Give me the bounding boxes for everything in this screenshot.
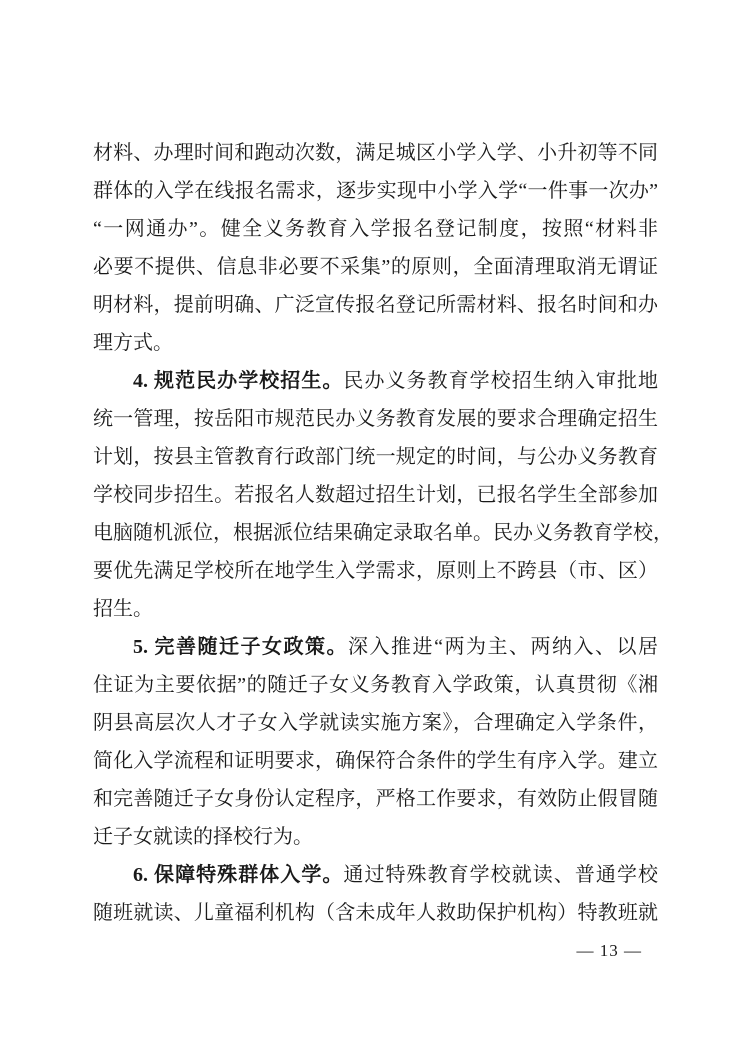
page-number: — 13 — — [576, 941, 642, 960]
text-segment: 通过特殊教育学校就读、普通学校 — [343, 864, 659, 886]
text-line — [93, 438, 658, 476]
text-segment: 计划，按县主管教育行政部门统一规定的时间，与公办义务教育 — [93, 446, 658, 468]
text-line — [93, 286, 658, 324]
text-segment: 要优先满足学校所在地学生入学需求，原则上不跨县（市、区） — [93, 560, 658, 582]
text-segment: 必要不提供、信息非必要不采集”的原则，全面清理取消无谓证 — [93, 256, 658, 278]
text-segment: 和完善随迁子女身份认定程序，严格工作要求，有效防止假冒随 — [93, 788, 658, 810]
text-line — [93, 742, 658, 780]
text-line — [93, 514, 673, 552]
text-line — [93, 362, 658, 400]
text-line — [93, 780, 658, 818]
section-heading-segment: 5. 完善随迁子女政策。 — [133, 636, 349, 658]
text-line — [93, 704, 658, 742]
text-segment: 电脑随机派位，根据派位结果确定录取名单。民办义务教育学校， — [93, 522, 673, 544]
text-line — [93, 324, 658, 362]
text-segment: 统一管理，按岳阳市规范民办义务教育发展的要求合理确定招生 — [93, 408, 658, 430]
text-line — [93, 172, 658, 210]
text-segment: 民办义务教育学校招生纳入审批地 — [343, 370, 659, 392]
text-segment: 材料、办理时间和跑动次数，满足城区小学入学、小升初等不同 — [93, 142, 658, 164]
text-segment: 学校同步招生。若报名人数超过招生计划，已报名学生全部参加 — [93, 484, 658, 506]
text-line — [93, 590, 658, 628]
section-heading-segment: 6. 保障特殊群体入学。 — [133, 864, 344, 886]
text-line — [93, 400, 658, 438]
text-segment: 深入推进“两为主、两纳入、以居 — [348, 636, 658, 658]
text-segment: 理方式。 — [93, 332, 173, 354]
text-segment: 随班就读、儿童福利机构（含未成年人救助保护机构）特教班就 — [93, 902, 658, 924]
text-line — [93, 476, 658, 514]
text-segment: “一网通办”。健全义务教育入学报名登记制度，按照“材料非 — [93, 218, 658, 240]
text-segment: 群体的入学在线报名需求，逐步实现中小学入学“一件事一次办” — [93, 180, 658, 202]
text-segment: 简化入学流程和证明要求，确保符合条件的学生有序入学。建立 — [93, 750, 658, 772]
document-body — [93, 134, 673, 932]
text-segment: 招生。 — [93, 598, 153, 620]
text-segment: 迁子女就读的择校行为。 — [93, 826, 313, 848]
text-line — [93, 856, 658, 894]
text-line — [93, 134, 658, 172]
text-segment: 住证为主要依据”的随迁子女义务教育入学政策，认真贯彻《湘 — [93, 674, 658, 696]
text-line — [93, 628, 658, 666]
text-segment: 明材料，提前明确、广泛宣传报名登记所需材料、报名时间和办 — [93, 294, 658, 316]
text-line — [93, 666, 658, 704]
text-segment: 阴县高层次人才子女入学就读实施方案》，合理确定入学条件， — [93, 712, 658, 734]
section-heading-segment: 4. 规范民办学校招生。 — [133, 370, 344, 392]
text-line — [93, 894, 658, 932]
text-line — [93, 552, 658, 590]
text-line — [93, 248, 658, 286]
text-line — [93, 818, 658, 856]
text-line — [93, 210, 658, 248]
